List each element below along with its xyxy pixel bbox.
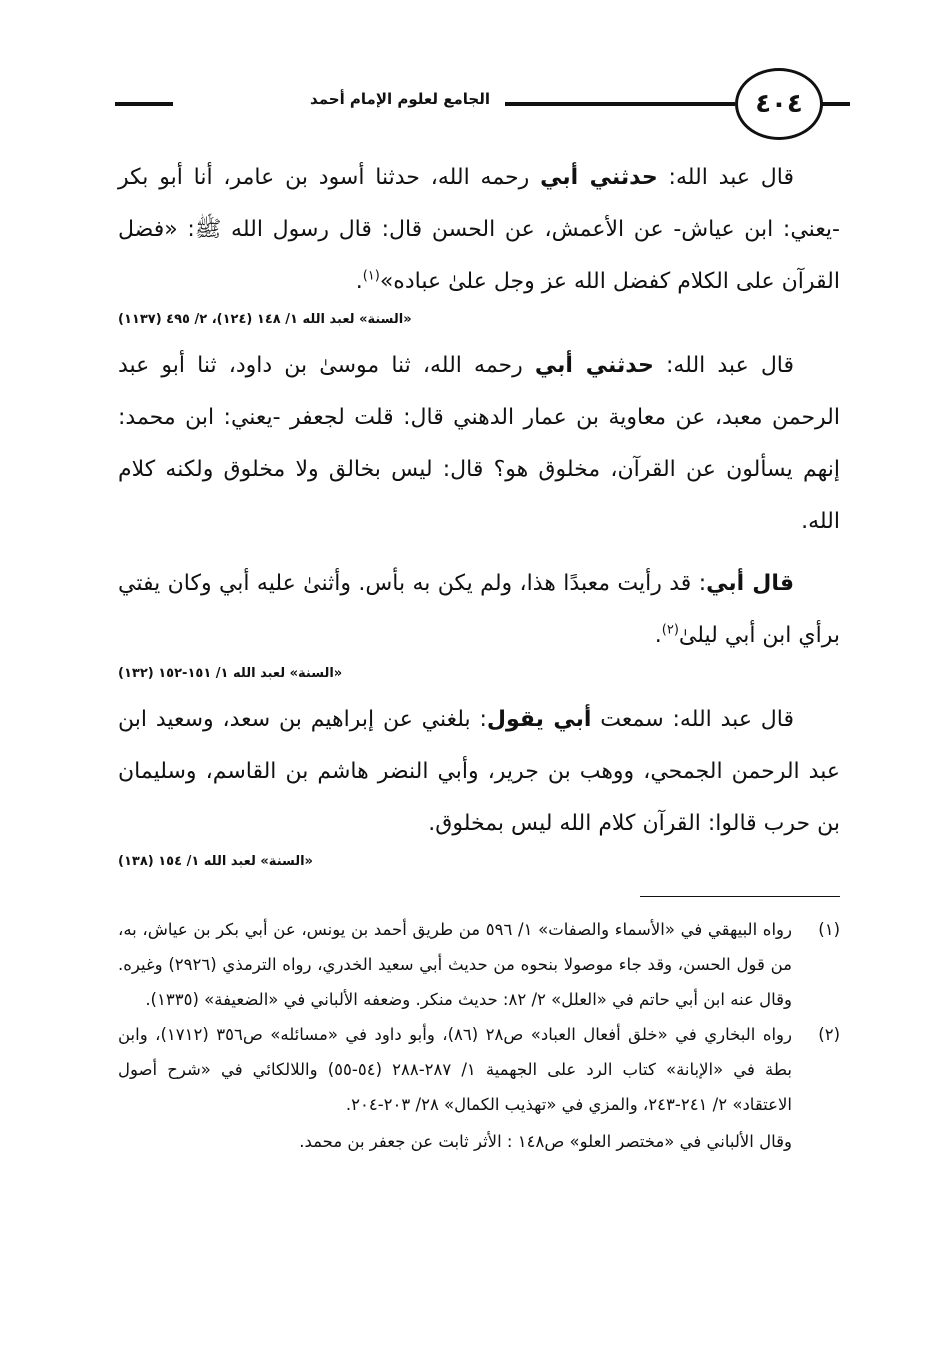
source-citation: «السنة» لعبد الله ١/ ١٥٤ (١٣٨) (118, 854, 313, 869)
paragraph-bold: أبي يقول (486, 707, 592, 732)
footnote-text: رواه البخاري في «خلق أفعال العباد» ص٢٨ (٨٦)، وأبو داود في «مسائله» ص٣٥٦ (١٧١٢)، وابن بطة في «الإبانة» كتاب الرد على الجهمية ١/ ٢٨٧-٢٨٨ (٥٤-٥٥) واللالكائي في «شرح أصول الاعتقاد» ٢/ ٢٤١-٢٤٣، والمزي في «تهذيب الكمال» ٢٨/ ٢٠٣-٢٠٤. (118, 1025, 792, 1114)
paragraph-bold: حدثني أبي (534, 353, 654, 378)
footnotes (118, 912, 840, 1159)
paragraph (118, 152, 840, 308)
footnote-text: رواه البيهقي في «الأسماء والصفات» ١/ ٥٩٦ من طريق أحمد بن يونس، عن أبي بكر بن عياش، به، من قول الحسن، وقد جاء موصولا بنحوه من حديث أبي سعيد الخدري، رواه الترمذي (٢٩٢٦) وغيره. وقال عنه ابن أبي حاتم في «العلل» ٢/ ٨٢: حديث منكر. وضعفه الألباني في «الضعيفة» (١٣٣٥). (118, 920, 792, 1009)
footnote-number: (١) (818, 920, 840, 939)
paragraph-bold: حدثني أبي (540, 165, 658, 190)
paragraph-intro: قال عبد الله: (657, 165, 794, 190)
footnote-separator (640, 896, 840, 897)
paragraph (118, 558, 840, 662)
paragraph (118, 694, 840, 850)
paragraph-intro: قال عبد الله: سمعت (591, 707, 794, 732)
footnote-item (118, 912, 840, 1017)
footnote-number: (٢) (818, 1025, 840, 1044)
paragraph (118, 340, 840, 548)
page-header (115, 68, 850, 148)
page-number: ٤٠٤ (735, 68, 823, 140)
paragraph-text: : بلغني عن إبراهيم بن سعد، وسعيد ابن عبد الرحمن الجمحي، ووهب بن جرير، وأبي النضر هاشم بن القاسم، وسليمان بن حرب قالوا: القرآن كلام الله ليس بمخلوق. (118, 707, 840, 836)
paragraph-text: رحمه الله، ثنا موسىٰ بن داود، ثنا أبو عبد الرحمن معبد، عن معاوية بن عمار الدهني قال: قلت لجعفر -يعني: ابن محمد: إنهم يسألون عن القرآن، مخلوق هو؟ قال: ليس بخالق ولا مخلوق ولكنه كلام الله. (118, 353, 840, 534)
footnote-extra: وقال الألباني في «مختصر العلو» ص١٤٨ : الأثر ثابت عن جعفر بن محمد. (299, 1132, 792, 1151)
footnote-item (118, 1017, 840, 1122)
paragraph-bold: قال أبي (706, 571, 794, 596)
paragraph-intro: قال عبد الله: (653, 353, 795, 378)
paragraph-end: . (355, 269, 363, 294)
paragraph-text: : قد رأيت معبدًا هذا، ولم يكن به بأس. وأثنىٰ عليه أبي وكان يفتي برأي ابن أبي ليلىٰ (118, 571, 840, 648)
paragraph-text: رحمه الله، حدثنا أسود بن عامر، أنا أبو بكر -يعني: ابن عياش- عن الأعمش، عن الحسن قال: قال رسول الله ﷺ: «فضل القرآن على الكلام كفضل الله عز وجل علىٰ عباده» (118, 165, 840, 294)
main-text (118, 152, 840, 882)
footnote-ref[interactable]: (١) (362, 268, 380, 284)
paragraph-end: . (654, 623, 662, 648)
running-title: الجامع لعلوم الإمام أحمد (295, 90, 505, 108)
footnote-ref[interactable]: (٢) (661, 622, 679, 638)
source-citation: «السنة» لعبد الله ١/ ١٤٨ (١٢٤)، ٢/ ٤٩٥ (١١٣٧) (118, 312, 412, 327)
header-rule-left (115, 102, 173, 106)
source-citation: «السنة» لعبد الله ١/ ١٥١-١٥٢ (١٣٢) (118, 666, 343, 681)
